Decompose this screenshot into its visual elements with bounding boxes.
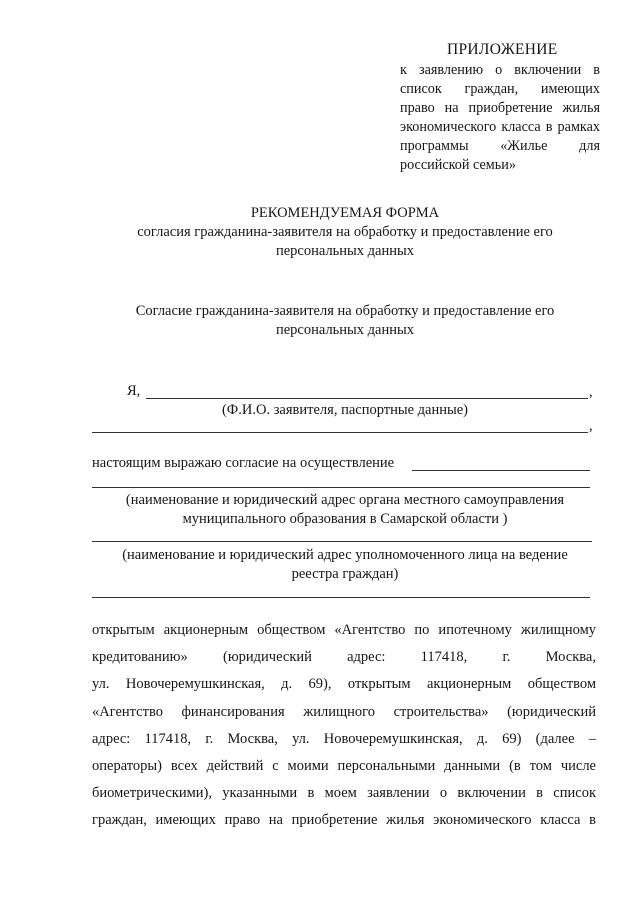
appendix-line: российской семьи» bbox=[400, 157, 516, 173]
consent-label: настоящим выражаю согласие на осуществление bbox=[92, 455, 395, 471]
municipal-authority-field[interactable] bbox=[92, 487, 590, 488]
appendix-title: ПРИЛОЖЕНИЕ bbox=[447, 41, 558, 58]
body-line: открытым акционерным обществом «Агентство по ипотечному жилищному bbox=[92, 622, 596, 638]
appendix-line: программы «Жилье для bbox=[400, 138, 600, 154]
consent-heading-line: Согласие гражданина-заявителя на обработку и предоставление его bbox=[135, 303, 555, 319]
applicant-caption: (Ф.И.О. заявителя, паспортные данные) bbox=[221, 402, 469, 418]
appendix-line: к заявлению о включении в bbox=[400, 62, 600, 78]
registry-caption-line: реестра граждан) bbox=[291, 566, 399, 582]
body-line: «Агентство финансирования жилищного строительства» (юридический bbox=[92, 703, 596, 720]
municipal-caption-line: муниципального образования в Самарской области ) bbox=[182, 511, 508, 527]
comma: , bbox=[589, 418, 593, 434]
appendix-line: экономического класса в рамках bbox=[400, 119, 600, 135]
consent-heading bbox=[90, 302, 600, 340]
municipal-caption-line: (наименование и юридический адрес органа местного самоуправления bbox=[125, 492, 565, 508]
appendix-line: список граждан, имеющих bbox=[400, 81, 600, 97]
i-label: Я, bbox=[127, 383, 141, 399]
consent-heading-line: персональных данных bbox=[275, 322, 414, 338]
applicant-name-field[interactable] bbox=[146, 398, 588, 399]
body-line: операторы) всех действий с моими персональными данными (в том числе bbox=[92, 758, 596, 775]
additional-field[interactable] bbox=[92, 597, 590, 598]
registry-operator-field[interactable] bbox=[92, 541, 592, 542]
body-line: адрес: 117418, г. Москва, ул. Новочеремушкинская, д. 69) (далее – bbox=[92, 730, 596, 747]
appendix-line: право на приобретение жилья bbox=[400, 100, 600, 116]
body-line: граждан, имеющих право на приобретение жилья экономического класса в bbox=[92, 812, 596, 829]
body-line: биометрическими), указанными в моем заявлении о включении в список bbox=[92, 785, 596, 802]
appendix-description bbox=[400, 61, 600, 175]
registry-caption-line: (наименование и юридический адрес уполномоченного лица на ведение bbox=[122, 547, 568, 563]
form-heading bbox=[90, 204, 600, 261]
applicant-details-field[interactable] bbox=[92, 432, 588, 433]
comma: , bbox=[589, 384, 593, 400]
registry-caption bbox=[90, 546, 600, 584]
form-heading-subtitle: согласия гражданина-заявителя на обработку и предоставление его bbox=[137, 224, 553, 240]
consent-field[interactable] bbox=[412, 470, 590, 471]
municipal-caption bbox=[90, 491, 600, 529]
body-line: ул. Новочеремушкинская, д. 69), открытым акционерным обществом bbox=[92, 676, 596, 693]
form-heading-title: РЕКОМЕНДУЕМАЯ ФОРМА bbox=[250, 205, 440, 221]
consent-body bbox=[92, 617, 596, 835]
body-line: кредитованию» (юридический адрес: 117418, г. Москва, bbox=[92, 649, 596, 666]
form-heading-subtitle: персональных данных bbox=[275, 243, 414, 259]
